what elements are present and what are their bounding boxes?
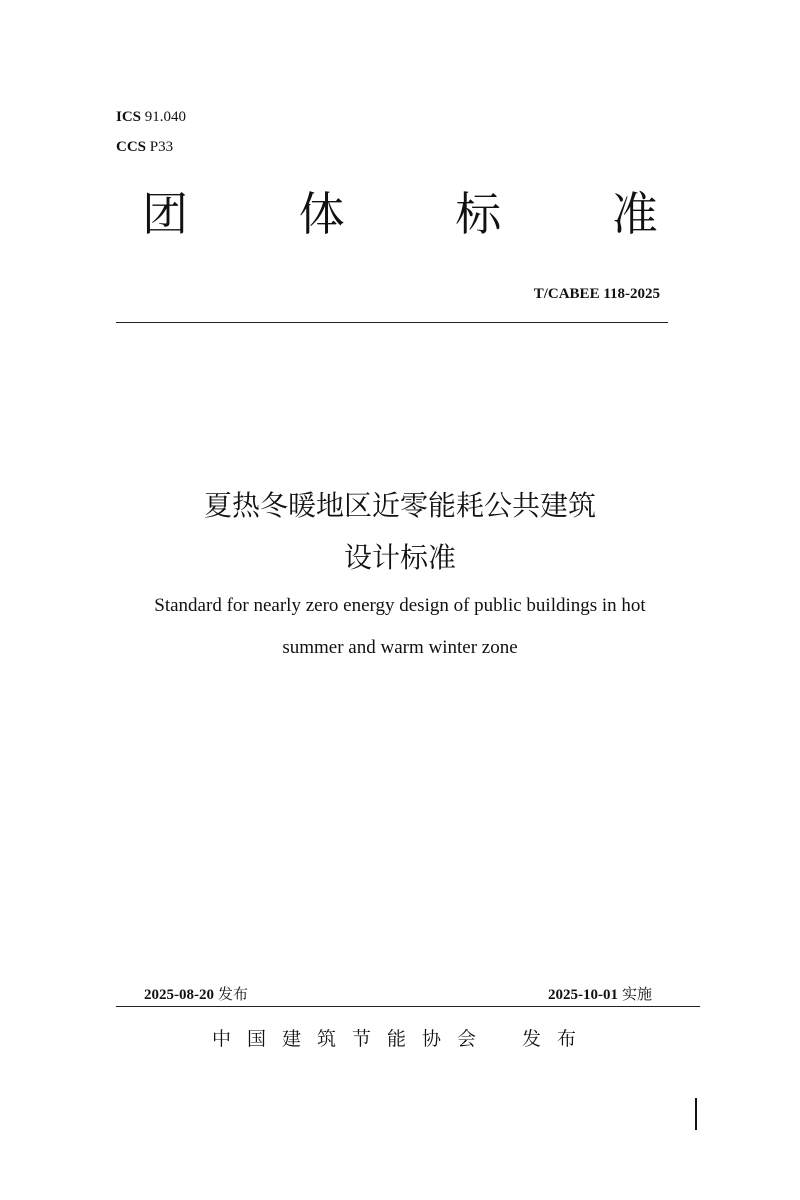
chinese-title-line-1: 夏热冬暖地区近零能耗公共建筑 [203, 489, 596, 522]
ics-label: ICS [116, 109, 142, 125]
top-divider [116, 322, 668, 323]
publish-date-block [144, 984, 248, 1005]
english-title-line-2: summer and warm winter zone [282, 637, 518, 658]
english-title-line-1: Standard for nearly zero energy design of public buildings in hot [154, 595, 646, 616]
binding-mark [695, 1098, 697, 1130]
ccs-label: CCS [116, 139, 147, 155]
standard-number: T/CABEE 118-2025 [533, 286, 660, 302]
publish-label: 发布 [218, 985, 249, 1003]
ics-code [116, 108, 186, 126]
ccs-code [116, 138, 173, 156]
ics-value: 91.040 [144, 109, 187, 125]
issue-word: 发布 [522, 1028, 593, 1050]
implement-label: 实施 [622, 985, 653, 1003]
group-standard-heading: 团 体 标 准 [142, 187, 706, 241]
publish-date: 2025-08-20 [144, 987, 214, 1003]
bottom-divider [116, 1006, 700, 1007]
chinese-title-line-2: 设计标准 [343, 541, 456, 574]
implement-date: 2025-10-01 [548, 987, 618, 1003]
issuing-organization: 中国建筑节能协会 [212, 1028, 493, 1050]
implement-date-block [548, 984, 652, 1005]
ccs-value: P33 [149, 139, 174, 155]
